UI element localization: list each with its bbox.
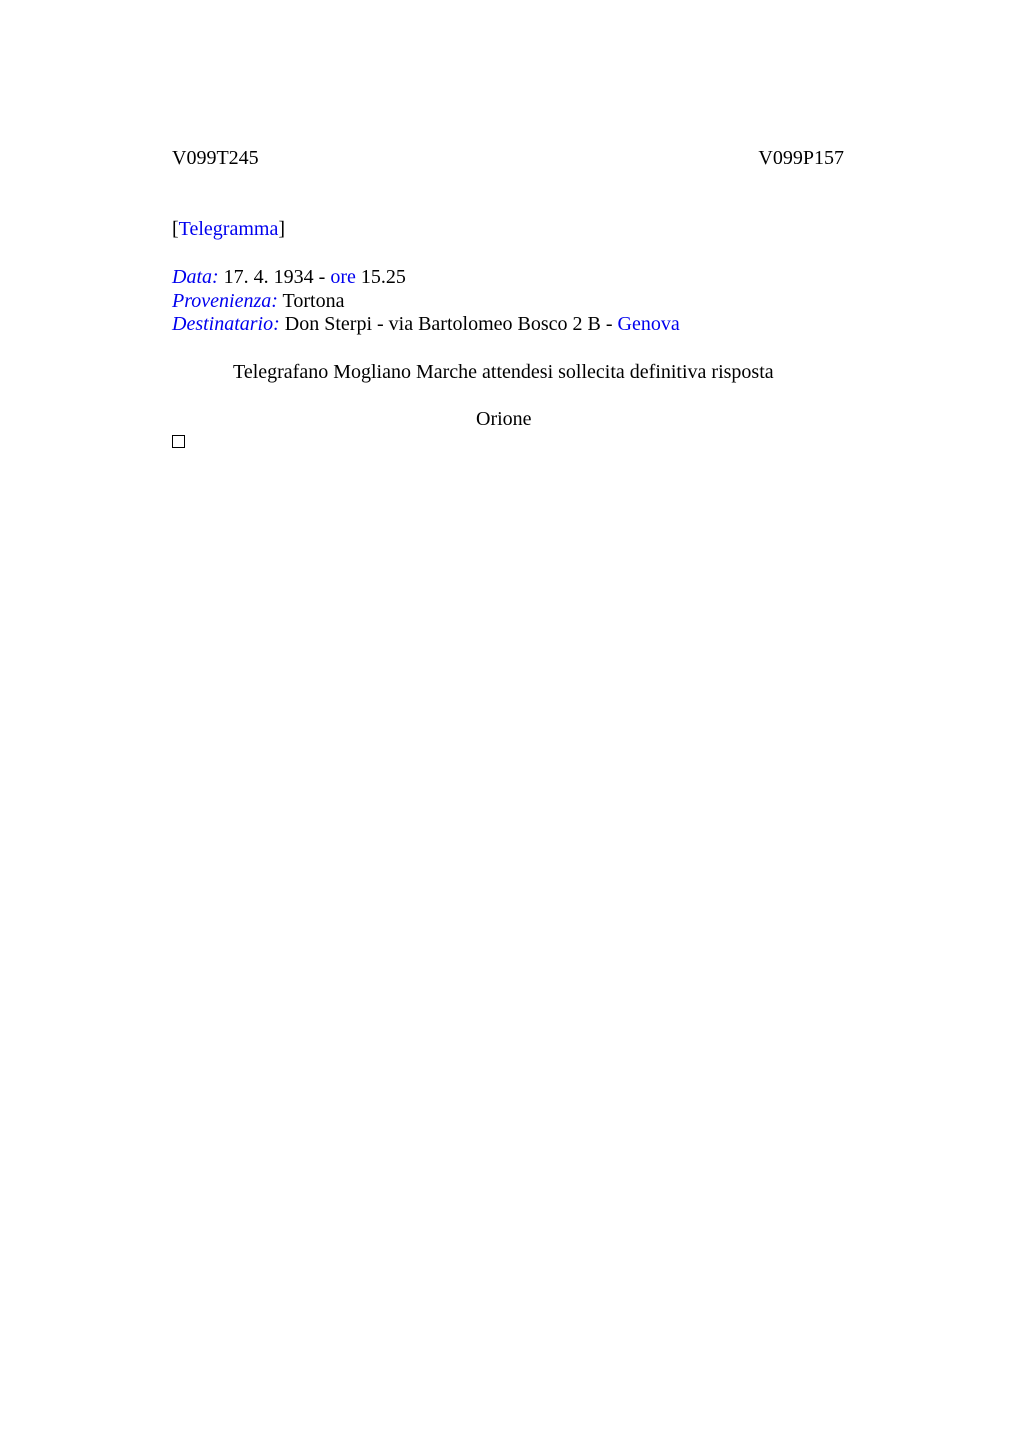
date-label: Data: bbox=[172, 266, 219, 288]
bracket-close: ] bbox=[278, 218, 286, 240]
document-code-left: V099T245 bbox=[172, 147, 259, 169]
document-type-link[interactable]: Telegramma bbox=[178, 218, 279, 240]
document-code-right: V099P157 bbox=[758, 147, 844, 169]
origin-row bbox=[172, 289, 344, 313]
recipient-row bbox=[172, 312, 680, 336]
bracket-open: [ bbox=[172, 218, 179, 240]
recipient-city-link[interactable]: Genova bbox=[617, 313, 680, 335]
time-value: 15.25 bbox=[355, 266, 406, 288]
recipient-value: Don Sterpi - via Bartolomeo Bosco 2 B - bbox=[279, 313, 618, 335]
date-row bbox=[172, 265, 406, 289]
empty-square-icon bbox=[172, 435, 185, 448]
date-value: 17. 4. 1934 - bbox=[218, 266, 331, 288]
document-type bbox=[172, 217, 285, 241]
signature: Orione bbox=[476, 408, 532, 430]
time-label-link[interactable]: ore bbox=[330, 266, 356, 288]
telegram-message: Telegrafano Mogliano Marche attendesi sollecita definitiva risposta bbox=[233, 361, 774, 383]
recipient-label: Destinatario: bbox=[172, 313, 280, 335]
origin-label: Provenienza: bbox=[172, 290, 278, 312]
origin-value: Tortona bbox=[277, 290, 345, 312]
